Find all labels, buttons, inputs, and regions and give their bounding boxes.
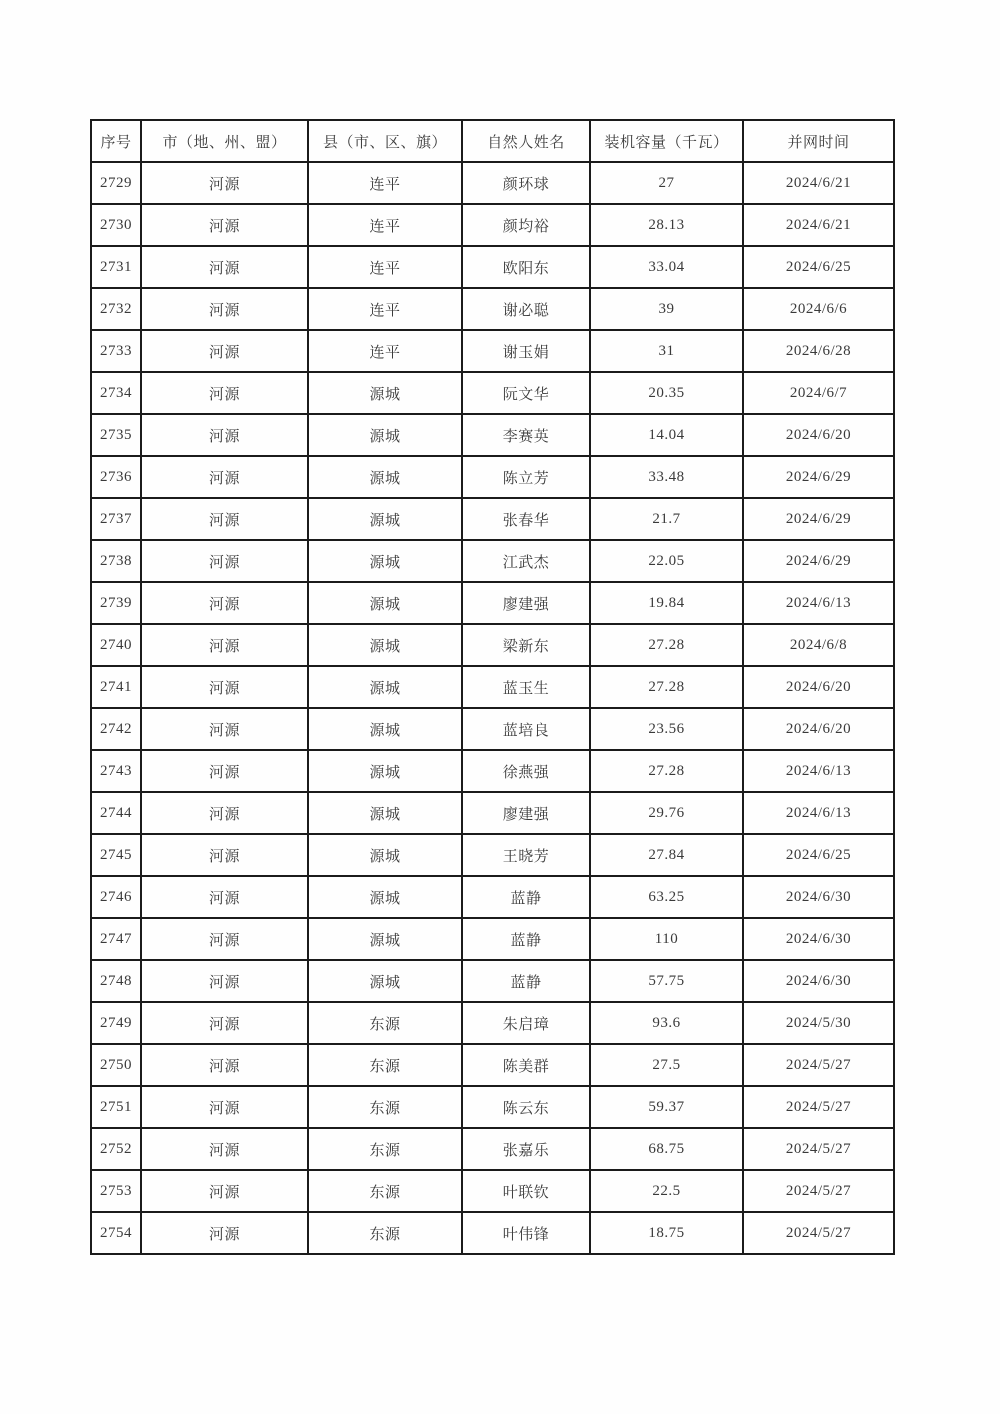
table-cell: 廖建强 <box>462 582 590 624</box>
table-cell: 颜环球 <box>462 162 590 204</box>
table-cell: 2748 <box>91 960 141 1002</box>
table-cell: 河源 <box>141 1002 308 1044</box>
table-cell: 梁新东 <box>462 624 590 666</box>
table-cell: 颜均裕 <box>462 204 590 246</box>
table-cell: 河源 <box>141 414 308 456</box>
table-cell: 东源 <box>308 1044 462 1086</box>
table-cell: 39 <box>590 288 743 330</box>
table-cell: 蓝静 <box>462 876 590 918</box>
table-cell: 河源 <box>141 540 308 582</box>
table-cell: 27 <box>590 162 743 204</box>
table-cell: 东源 <box>308 1212 462 1254</box>
table-cell: 31 <box>590 330 743 372</box>
table-row <box>91 582 894 624</box>
table-cell: 河源 <box>141 1212 308 1254</box>
table-cell: 2747 <box>91 918 141 960</box>
table-cell: 2753 <box>91 1170 141 1212</box>
table-cell: 2749 <box>91 1002 141 1044</box>
table-cell: 93.6 <box>590 1002 743 1044</box>
table-cell: 57.75 <box>590 960 743 1002</box>
table-header-row <box>91 120 894 162</box>
table-cell: 2734 <box>91 372 141 414</box>
column-header-city: 市（地、州、盟） <box>141 120 308 162</box>
table-row <box>91 1128 894 1170</box>
table-cell: 阮文华 <box>462 372 590 414</box>
table-cell: 源城 <box>308 834 462 876</box>
table-cell: 河源 <box>141 1086 308 1128</box>
table-cell: 连平 <box>308 162 462 204</box>
table-cell: 27.28 <box>590 624 743 666</box>
table-cell: 河源 <box>141 960 308 1002</box>
table-cell: 2024/6/29 <box>743 540 894 582</box>
table-cell: 源城 <box>308 414 462 456</box>
table-row <box>91 750 894 792</box>
table-cell: 59.37 <box>590 1086 743 1128</box>
table-cell: 陈云东 <box>462 1086 590 1128</box>
table-cell: 源城 <box>308 750 462 792</box>
table-cell: 张春华 <box>462 498 590 540</box>
table-cell: 2745 <box>91 834 141 876</box>
table-cell: 2024/6/13 <box>743 582 894 624</box>
table-cell: 2024/6/6 <box>743 288 894 330</box>
table-cell: 2024/6/20 <box>743 666 894 708</box>
table-cell: 2024/6/21 <box>743 162 894 204</box>
table-cell: 63.25 <box>590 876 743 918</box>
table-cell: 河源 <box>141 708 308 750</box>
table-row <box>91 792 894 834</box>
table-cell: 东源 <box>308 1170 462 1212</box>
table-cell: 33.48 <box>590 456 743 498</box>
table-cell: 河源 <box>141 1044 308 1086</box>
table-cell: 2732 <box>91 288 141 330</box>
table-row <box>91 414 894 456</box>
table-cell: 源城 <box>308 792 462 834</box>
table-cell: 27.28 <box>590 750 743 792</box>
table-cell: 河源 <box>141 1128 308 1170</box>
table-cell: 2733 <box>91 330 141 372</box>
table-cell: 2740 <box>91 624 141 666</box>
table-cell: 廖建强 <box>462 792 590 834</box>
table-cell: 2024/6/13 <box>743 792 894 834</box>
table-cell: 2024/6/30 <box>743 876 894 918</box>
table-cell: 21.7 <box>590 498 743 540</box>
table-cell: 河源 <box>141 498 308 540</box>
table-row <box>91 666 894 708</box>
table-cell: 陈美群 <box>462 1044 590 1086</box>
table-cell: 29.76 <box>590 792 743 834</box>
table-cell: 14.04 <box>590 414 743 456</box>
table-cell: 河源 <box>141 246 308 288</box>
table-cell: 河源 <box>141 918 308 960</box>
table-cell: 2024/6/29 <box>743 498 894 540</box>
table-cell: 叶联钦 <box>462 1170 590 1212</box>
table-cell: 2024/5/27 <box>743 1128 894 1170</box>
table-row <box>91 1086 894 1128</box>
column-header-serial: 序号 <box>91 120 141 162</box>
table-cell: 20.35 <box>590 372 743 414</box>
table-row <box>91 288 894 330</box>
table-cell: 2730 <box>91 204 141 246</box>
table-cell: 27.28 <box>590 666 743 708</box>
table-cell: 陈立芳 <box>462 456 590 498</box>
table-row <box>91 876 894 918</box>
table-cell: 河源 <box>141 288 308 330</box>
table-row <box>91 708 894 750</box>
table-row <box>91 540 894 582</box>
table-cell: 2752 <box>91 1128 141 1170</box>
table-cell: 2024/5/27 <box>743 1086 894 1128</box>
table-cell: 22.05 <box>590 540 743 582</box>
table-cell: 连平 <box>308 330 462 372</box>
table-cell: 河源 <box>141 204 308 246</box>
table-cell: 源城 <box>308 540 462 582</box>
table-cell: 2738 <box>91 540 141 582</box>
table-cell: 河源 <box>141 1170 308 1212</box>
column-header-grid-date: 并网时间 <box>743 120 894 162</box>
table-cell: 河源 <box>141 162 308 204</box>
table-cell: 谢必聪 <box>462 288 590 330</box>
table-cell: 朱启璋 <box>462 1002 590 1044</box>
table-cell: 2024/5/27 <box>743 1170 894 1212</box>
table-cell: 2731 <box>91 246 141 288</box>
table-cell: 河源 <box>141 330 308 372</box>
table-cell: 王晓芳 <box>462 834 590 876</box>
table-cell: 源城 <box>308 456 462 498</box>
table-cell: 2024/6/13 <box>743 750 894 792</box>
table-row <box>91 960 894 1002</box>
table-cell: 2024/5/27 <box>743 1044 894 1086</box>
table-cell: 2735 <box>91 414 141 456</box>
table-cell: 河源 <box>141 792 308 834</box>
table-cell: 连平 <box>308 246 462 288</box>
table-cell: 2754 <box>91 1212 141 1254</box>
table-row <box>91 246 894 288</box>
table-cell: 源城 <box>308 708 462 750</box>
table-cell: 源城 <box>308 624 462 666</box>
table-row <box>91 1002 894 1044</box>
table-row <box>91 1170 894 1212</box>
table-cell: 23.56 <box>590 708 743 750</box>
table-cell: 2742 <box>91 708 141 750</box>
table-cell: 河源 <box>141 582 308 624</box>
table-cell: 连平 <box>308 204 462 246</box>
table-cell: 2024/6/20 <box>743 414 894 456</box>
table-cell: 河源 <box>141 876 308 918</box>
table-cell: 2024/6/20 <box>743 708 894 750</box>
table-cell: 源城 <box>308 372 462 414</box>
column-header-county: 县（市、区、旗） <box>308 120 462 162</box>
table-cell: 27.84 <box>590 834 743 876</box>
table-cell: 2729 <box>91 162 141 204</box>
table-cell: 李赛英 <box>462 414 590 456</box>
table-row <box>91 1044 894 1086</box>
table-row <box>91 498 894 540</box>
table-cell: 2024/6/25 <box>743 834 894 876</box>
table-cell: 2746 <box>91 876 141 918</box>
table-cell: 2024/5/30 <box>743 1002 894 1044</box>
grid-connection-table <box>90 119 895 1255</box>
table-cell: 蓝静 <box>462 918 590 960</box>
table-row <box>91 330 894 372</box>
table-cell: 2024/6/29 <box>743 456 894 498</box>
table-cell: 2736 <box>91 456 141 498</box>
table-cell: 2024/6/21 <box>743 204 894 246</box>
table-cell: 蓝静 <box>462 960 590 1002</box>
table-cell: 江武杰 <box>462 540 590 582</box>
table-cell: 2024/5/27 <box>743 1212 894 1254</box>
column-header-capacity: 装机容量（千瓦） <box>590 120 743 162</box>
table-cell: 东源 <box>308 1128 462 1170</box>
table-cell: 19.84 <box>590 582 743 624</box>
table-cell: 2751 <box>91 1086 141 1128</box>
table-row <box>91 372 894 414</box>
table-cell: 2737 <box>91 498 141 540</box>
table-cell: 2743 <box>91 750 141 792</box>
table-cell: 28.13 <box>590 204 743 246</box>
table-cell: 河源 <box>141 456 308 498</box>
table-cell: 河源 <box>141 624 308 666</box>
table-row <box>91 456 894 498</box>
table-cell: 33.04 <box>590 246 743 288</box>
table-cell: 河源 <box>141 372 308 414</box>
table-cell: 河源 <box>141 666 308 708</box>
table-cell: 2024/6/7 <box>743 372 894 414</box>
table-cell: 源城 <box>308 960 462 1002</box>
table-cell: 源城 <box>308 498 462 540</box>
table-cell: 欧阳东 <box>462 246 590 288</box>
table-cell: 叶伟锋 <box>462 1212 590 1254</box>
table-cell: 2744 <box>91 792 141 834</box>
table-cell: 源城 <box>308 582 462 624</box>
table-cell: 河源 <box>141 834 308 876</box>
table-cell: 东源 <box>308 1002 462 1044</box>
table-row <box>91 624 894 666</box>
table-cell: 蓝培良 <box>462 708 590 750</box>
table-row <box>91 162 894 204</box>
table-cell: 2024/6/8 <box>743 624 894 666</box>
table-cell: 张嘉乐 <box>462 1128 590 1170</box>
table-cell: 18.75 <box>590 1212 743 1254</box>
table-row <box>91 918 894 960</box>
table-cell: 谢玉娟 <box>462 330 590 372</box>
table-cell: 2024/6/30 <box>743 918 894 960</box>
table-cell: 2024/6/25 <box>743 246 894 288</box>
table-cell: 源城 <box>308 876 462 918</box>
table-cell: 2739 <box>91 582 141 624</box>
table-cell: 27.5 <box>590 1044 743 1086</box>
table-cell: 源城 <box>308 666 462 708</box>
table-cell: 徐燕强 <box>462 750 590 792</box>
table-cell: 110 <box>590 918 743 960</box>
table-cell: 22.5 <box>590 1170 743 1212</box>
table-row <box>91 204 894 246</box>
table-row <box>91 834 894 876</box>
table-cell: 2741 <box>91 666 141 708</box>
table-cell: 河源 <box>141 750 308 792</box>
table-cell: 东源 <box>308 1086 462 1128</box>
table-cell: 68.75 <box>590 1128 743 1170</box>
table-cell: 连平 <box>308 288 462 330</box>
table-cell: 源城 <box>308 918 462 960</box>
table-cell: 2024/6/30 <box>743 960 894 1002</box>
column-header-name: 自然人姓名 <box>462 120 590 162</box>
table-cell: 2024/6/28 <box>743 330 894 372</box>
table-cell: 蓝玉生 <box>462 666 590 708</box>
table-cell: 2750 <box>91 1044 141 1086</box>
table-row <box>91 1212 894 1254</box>
